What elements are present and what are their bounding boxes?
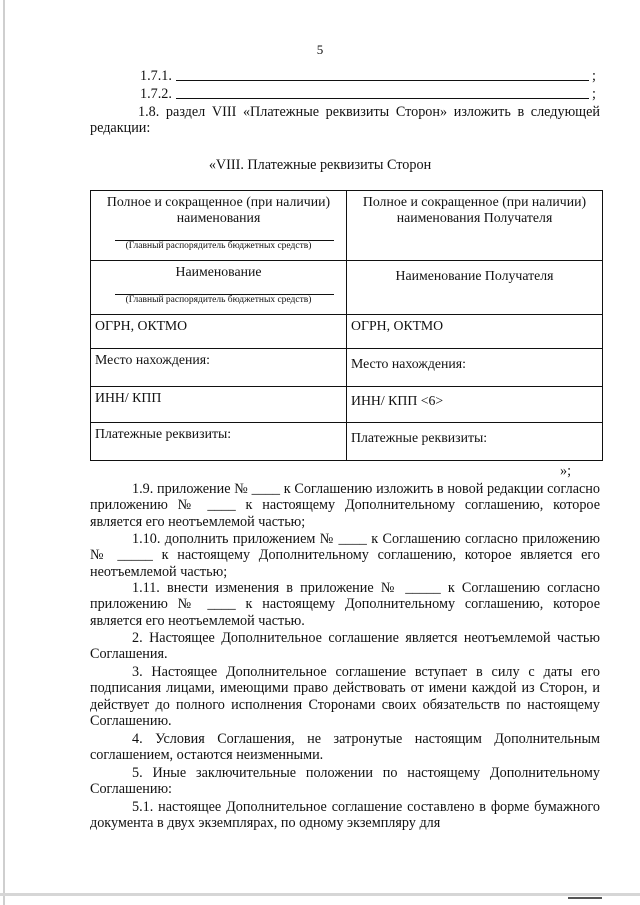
section-title: «VIII. Платежные реквизиты Сторон	[208, 157, 432, 173]
table-cell: ОГРН, ОКТМО	[91, 315, 347, 349]
paragraph-1-11: 1.11. внести изменения в приложение № _____ к Соглашению согласно приложению № ____ к настоящему Дополнительному соглашению, которое является его неотъемлемой частью.	[90, 580, 600, 629]
item-1-8: 1.8. раздел VIII «Платежные реквизиты Сторон» изложить в следующей редакции:	[90, 104, 600, 137]
table-row	[91, 423, 603, 461]
blank-rule	[176, 98, 589, 99]
cell-text: Наименование	[175, 264, 262, 279]
fill-line-end: ;	[592, 67, 596, 84]
blank-rule	[176, 80, 589, 81]
paragraph-4: 4. Условия Соглашения, не затронутые настоящим Дополнительным соглашением, остаются неизменными.	[90, 731, 600, 764]
cell-note: (Главный распорядитель бюджетных средств)	[125, 295, 312, 305]
paragraph-3: 3. Настоящее Дополнительное соглашение вступает в силу с даты его подписания лицами, имеющими право действовать от имени каждой из Сторон, и действует до полного исполнения Сторонами своих обязательств по настоящему Соглашению.	[90, 664, 600, 729]
table-cell: Платежные реквизиты:	[91, 423, 347, 461]
fill-line-end: ;	[592, 85, 596, 102]
table-cell: ИНН/ КПП	[91, 387, 347, 423]
scan-mark	[568, 897, 602, 899]
table-cell: Платежные реквизиты:	[347, 423, 603, 461]
table-cell	[347, 191, 603, 261]
table-cell: Место нахождения:	[347, 349, 603, 387]
cell-text: Полное и сокращенное (при наличии) наименования Получателя	[362, 194, 587, 225]
table-row	[91, 349, 603, 387]
table-cell: Место нахождения:	[91, 349, 347, 387]
page-number: 5	[316, 42, 324, 57]
paragraph-1-9: 1.9. приложение № ____ к Соглашению изложить в новой редакции согласно приложению № ____ к настоящему Дополнительному соглашению, которое является его неотъемлемой частью;	[90, 481, 600, 530]
paragraph-5: 5. Иные заключительные положении по настоящему Дополнительному Соглашению:	[90, 765, 600, 798]
table-row	[91, 191, 603, 261]
fill-line-1-7-1	[140, 68, 600, 84]
table-cell: ИНН/ КПП <6>	[347, 387, 603, 423]
payment-requisites-table	[90, 190, 603, 461]
fill-line-1-7-2	[140, 86, 600, 102]
paragraph-1-10: 1.10. дополнить приложением № ____ к Соглашению согласно приложению № _____ к настоящему Дополнительному соглашению, которое является его неотъемлемой частью;	[90, 531, 600, 580]
scan-bottom-edge	[0, 893, 640, 896]
table-row	[91, 315, 603, 349]
paragraph-5-1: 5.1. настоящее Дополнительное соглашение составлено в форме бумажного документа в двух экземплярах, по одному экземпляру для	[90, 799, 600, 832]
cell-text: Наименование Получателя	[395, 268, 554, 283]
table-cell	[91, 261, 347, 315]
table-cell	[347, 261, 603, 315]
fill-line-label: 1.7.2.	[140, 85, 172, 102]
closing-quote: »;	[560, 463, 572, 479]
fill-line-label: 1.7.1.	[140, 67, 172, 84]
paragraph-2: 2. Настоящее Дополнительное соглашение является неотъемлемой частью Соглашения.	[90, 630, 600, 663]
table-cell: ОГРН, ОКТМО	[347, 315, 603, 349]
table-row	[91, 387, 603, 423]
cell-note: (Главный распорядитель бюджетных средств)	[125, 241, 312, 251]
scan-left-edge	[3, 0, 5, 905]
table-cell	[91, 191, 347, 261]
cell-text: Полное и сокращенное (при наличии) наименования	[106, 194, 331, 225]
table-row	[91, 261, 603, 315]
